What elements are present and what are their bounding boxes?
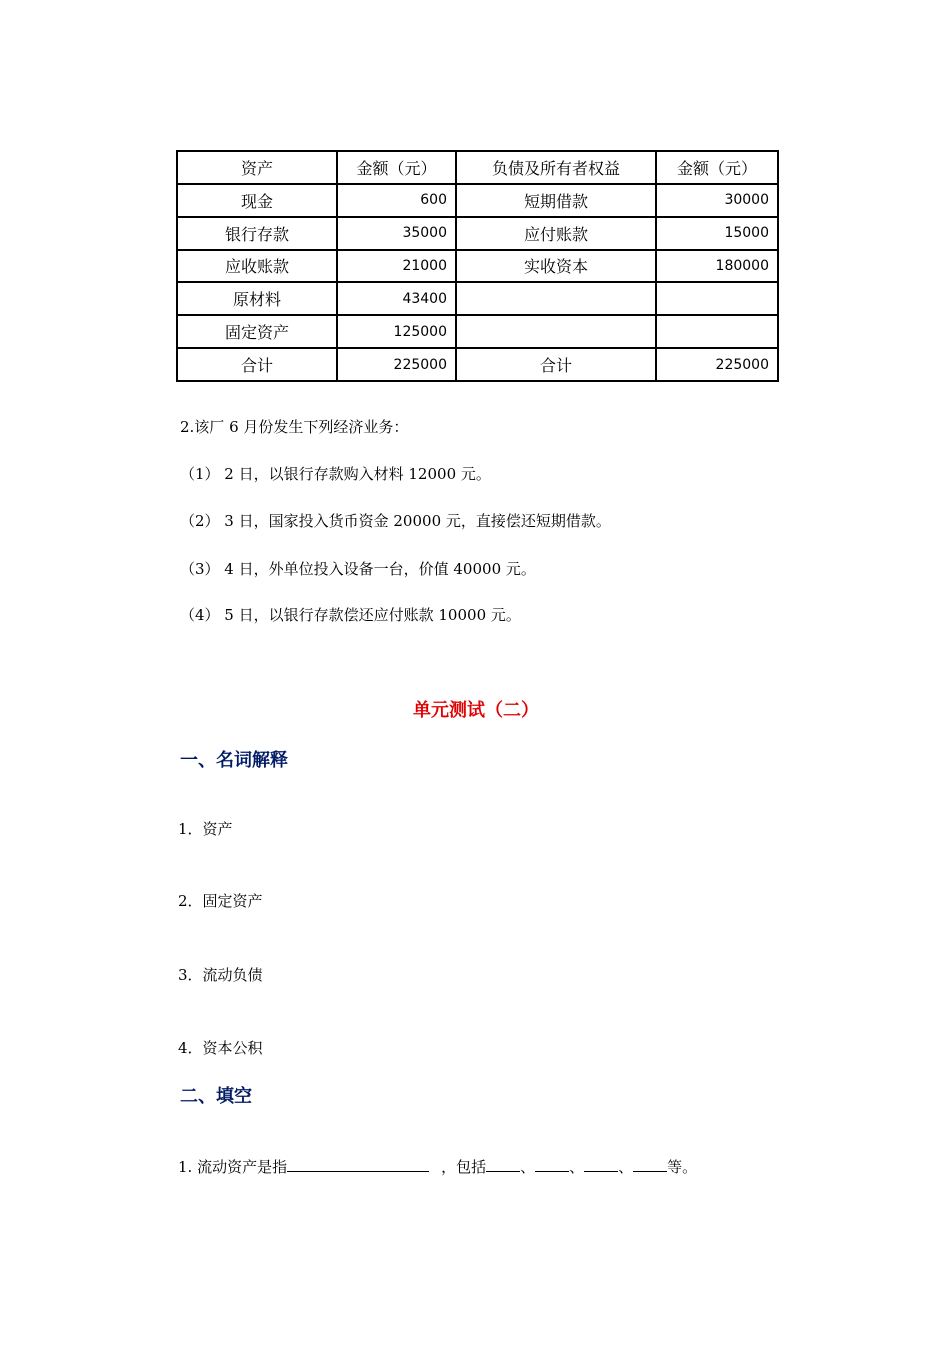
table-row <box>177 315 778 348</box>
asset-total-label: 合计 <box>177 348 337 381</box>
answer-blank <box>287 1156 429 1172</box>
liability-amount <box>656 282 778 315</box>
answer-blank <box>486 1156 520 1172</box>
answer-blank <box>633 1156 667 1172</box>
question-suffix: 等。 <box>667 1158 698 1176</box>
liability-name: 应付账款 <box>456 217 656 250</box>
separator: 、 <box>618 1158 634 1176</box>
unit-title: 单元测试（二） <box>413 700 539 721</box>
term-item: 3．流动负债 <box>178 966 263 984</box>
table-header-row <box>177 151 778 184</box>
answer-blank <box>584 1156 618 1172</box>
liability-total-amount: 225000 <box>656 348 778 381</box>
table-row <box>177 282 778 315</box>
asset-amount: 35000 <box>337 217 456 250</box>
term-item: 1．资产 <box>178 820 233 838</box>
table-row <box>177 217 778 250</box>
liability-amount: 15000 <box>656 217 778 250</box>
liability-name: 短期借款 <box>456 184 656 217</box>
business-item: （4） 5 日，以银行存款偿还应付账款 10000 元。 <box>180 606 521 624</box>
asset-name: 应收账款 <box>177 250 337 283</box>
question-prefix: 1. 流动资产是指 <box>178 1158 288 1176</box>
term-item: 4．资本公积 <box>178 1039 263 1057</box>
business-item: （2） 3 日，国家投入货币资金 20000 元，直接偿还短期借款。 <box>180 512 611 530</box>
asset-amount: 600 <box>337 184 456 217</box>
asset-total-amount: 225000 <box>337 348 456 381</box>
header-amount: 金额（元） <box>656 151 778 184</box>
asset-amount: 21000 <box>337 250 456 283</box>
liability-total-label: 合计 <box>456 348 656 381</box>
question-middle: ，包括 <box>441 1158 487 1176</box>
section-heading-terms: 一、名词解释 <box>180 750 288 771</box>
table-row <box>177 184 778 217</box>
asset-name: 现金 <box>177 184 337 217</box>
asset-name: 固定资产 <box>177 315 337 348</box>
liability-amount <box>656 315 778 348</box>
asset-name: 原材料 <box>177 282 337 315</box>
term-item: 2．固定资产 <box>178 892 263 910</box>
separator: 、 <box>520 1158 536 1176</box>
answer-blank <box>535 1156 569 1172</box>
liability-amount: 30000 <box>656 184 778 217</box>
header-amount: 金额（元） <box>337 151 456 184</box>
liability-name: 实收资本 <box>456 250 656 283</box>
liability-name <box>456 315 656 348</box>
business-intro: 2.该厂 6 月份发生下列经济业务： <box>180 418 409 436</box>
asset-amount: 125000 <box>337 315 456 348</box>
liability-name <box>456 282 656 315</box>
header-liabilities-equity: 负债及所有者权益 <box>456 151 656 184</box>
fill-blank-question <box>178 1156 697 1177</box>
business-item: （3） 4 日，外单位投入设备一台，价值 40000 元。 <box>180 560 536 578</box>
asset-name: 银行存款 <box>177 217 337 250</box>
balance-sheet-table <box>176 150 779 382</box>
table-row <box>177 250 778 283</box>
separator: 、 <box>569 1158 585 1176</box>
asset-amount: 43400 <box>337 282 456 315</box>
table-total-row <box>177 348 778 381</box>
liability-amount: 180000 <box>656 250 778 283</box>
section-heading-fill-blank: 二、填空 <box>180 1086 252 1107</box>
business-item: （1） 2 日，以银行存款购入材料 12000 元。 <box>180 465 491 483</box>
header-assets: 资产 <box>177 151 337 184</box>
